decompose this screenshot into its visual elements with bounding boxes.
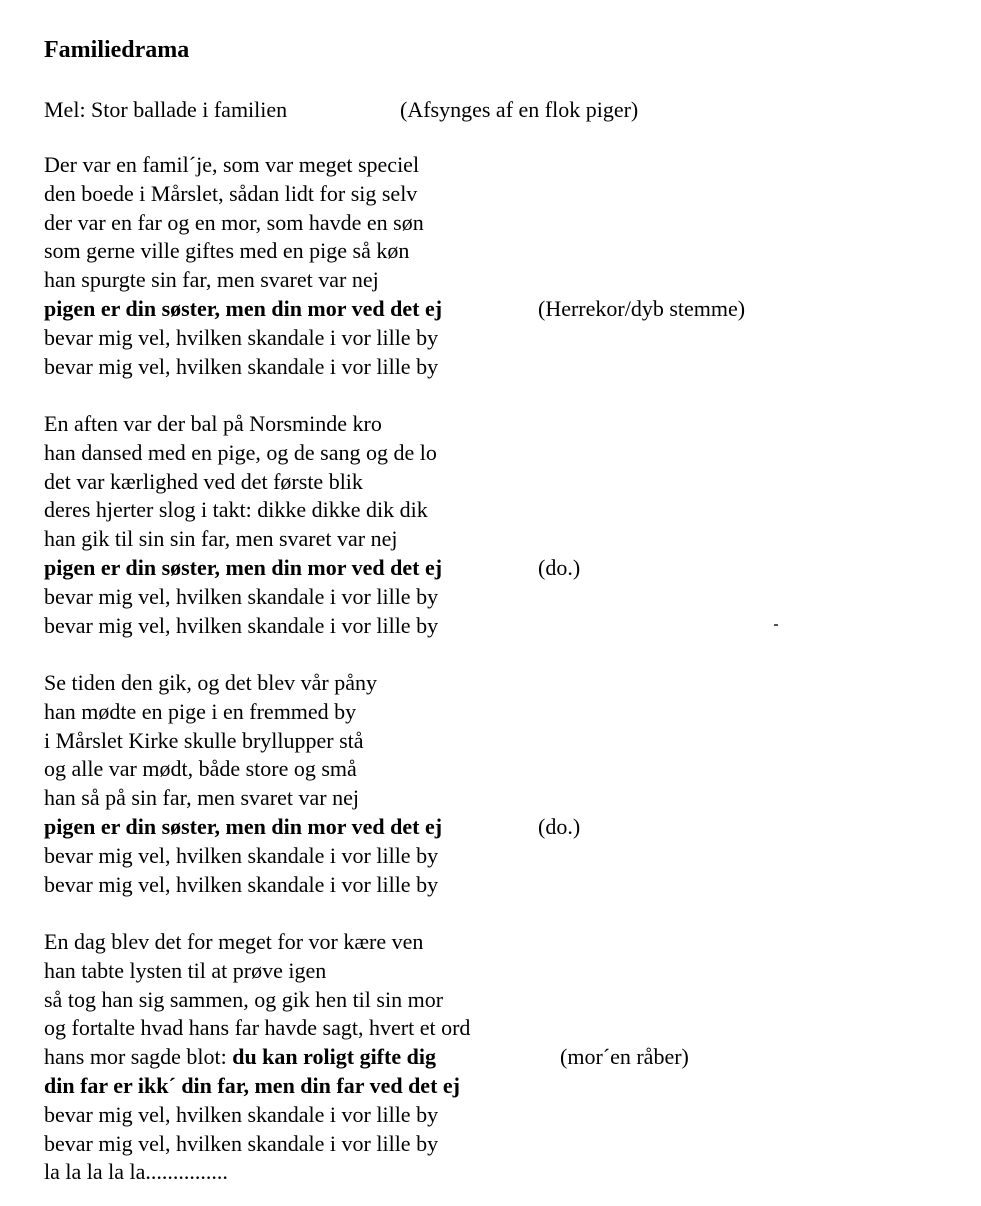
scan-speck [774, 624, 778, 626]
lyric-line: så tog han sig sammen, og gik hen til sin mor [44, 986, 444, 1012]
lyric-line: som gerne ville giftes med en pige så køn [44, 238, 410, 264]
lyric-line: og alle var mødt, både store og små [44, 756, 357, 782]
song-title: Familiedrama [44, 37, 190, 63]
chorus-line: bevar mig vel, hvilken skandale i vor lille by [44, 871, 439, 897]
lyric-line: han så på sin far, men svaret var nej [44, 785, 359, 811]
melody-line: Mel: Stor ballade i familien [44, 97, 288, 122]
refrain-row [44, 295, 746, 324]
stanza-4 [44, 928, 689, 1187]
lyric-line: den boede i Mårslet, sådan lidt for sig selv [44, 180, 418, 206]
stanza-1-performance-note: (Herrekor/dyb stemme) [538, 295, 746, 321]
stanza-2 [44, 410, 581, 640]
stanza-3 [44, 669, 581, 899]
stanza-2-performance-note: (do.) [538, 554, 581, 580]
chorus-line: bevar mig vel, hvilken skandale i vor lille by [44, 842, 439, 868]
refrain-row [44, 554, 581, 583]
stanza-1 [44, 151, 746, 381]
chorus-line: bevar mig vel, hvilken skandale i vor lille by [44, 353, 439, 379]
refrain-row [44, 813, 581, 842]
stanza-4-performance-note: (mor´en råber) [560, 1044, 689, 1070]
lyric-line: i Mårslet Kirke skulle bryllupper stå [44, 727, 364, 753]
closing-line: la la la la la............... [44, 1159, 228, 1185]
lyric-line: han dansed med en pige, og de sang og de lo [44, 439, 437, 465]
mother-says-lead: hans mor sagde blot: [44, 1044, 233, 1070]
lyric-line: Se tiden den gik, og det blev vår påny [44, 670, 377, 695]
lyric-line: han mødte en pige i en fremmed by [44, 698, 357, 724]
lyric-line: Der var en famil´je, som var meget speciel [44, 152, 420, 177]
mother-says-bold: du kan roligt gifte dig [232, 1044, 436, 1070]
lyric-line: og fortalte hvad hans far havde sagt, hvert et ord [44, 1015, 471, 1041]
mother-says-row [44, 1043, 689, 1072]
refrain-bold-line: pigen er din søster, men din mor ved det ej [44, 295, 443, 321]
chorus-line: bevar mig vel, hvilken skandale i vor lille by [44, 1101, 439, 1127]
chorus-line: bevar mig vel, hvilken skandale i vor lille by [44, 583, 439, 609]
melody-performance-note: (Afsynges af en flok piger) [400, 97, 639, 122]
refrain-bold-line: pigen er din søster, men din mor ved det ej [44, 554, 443, 580]
refrain-bold-line: pigen er din søster, men din mor ved det ej [44, 813, 443, 839]
lyric-line: han spurgte sin far, men svaret var nej [44, 267, 379, 293]
lyric-line: deres hjerter slog i takt: dikke dikke dik dik [44, 497, 428, 523]
lyric-line: det var kærlighed ved det første blik [44, 468, 363, 494]
lyric-line: han tabte lysten til at prøve igen [44, 957, 327, 983]
lyric-line: der var en far og en mor, som havde en søn [44, 209, 424, 235]
chorus-line: bevar mig vel, hvilken skandale i vor lille by [44, 612, 439, 638]
chorus-line: bevar mig vel, hvilken skandale i vor lille by [44, 1130, 439, 1156]
chorus-line: bevar mig vel, hvilken skandale i vor lille by [44, 324, 439, 350]
stanza-3-performance-note: (do.) [538, 813, 581, 839]
lyric-line: En dag blev det for meget for vor kære ven [44, 929, 424, 954]
lyric-line: En aften var der bal på Norsminde kro [44, 411, 382, 436]
refrain-bold-line: din far er ikk´ din far, men din far ved det ej [44, 1072, 460, 1098]
lyric-line: han gik til sin sin far, men svaret var nej [44, 526, 398, 552]
